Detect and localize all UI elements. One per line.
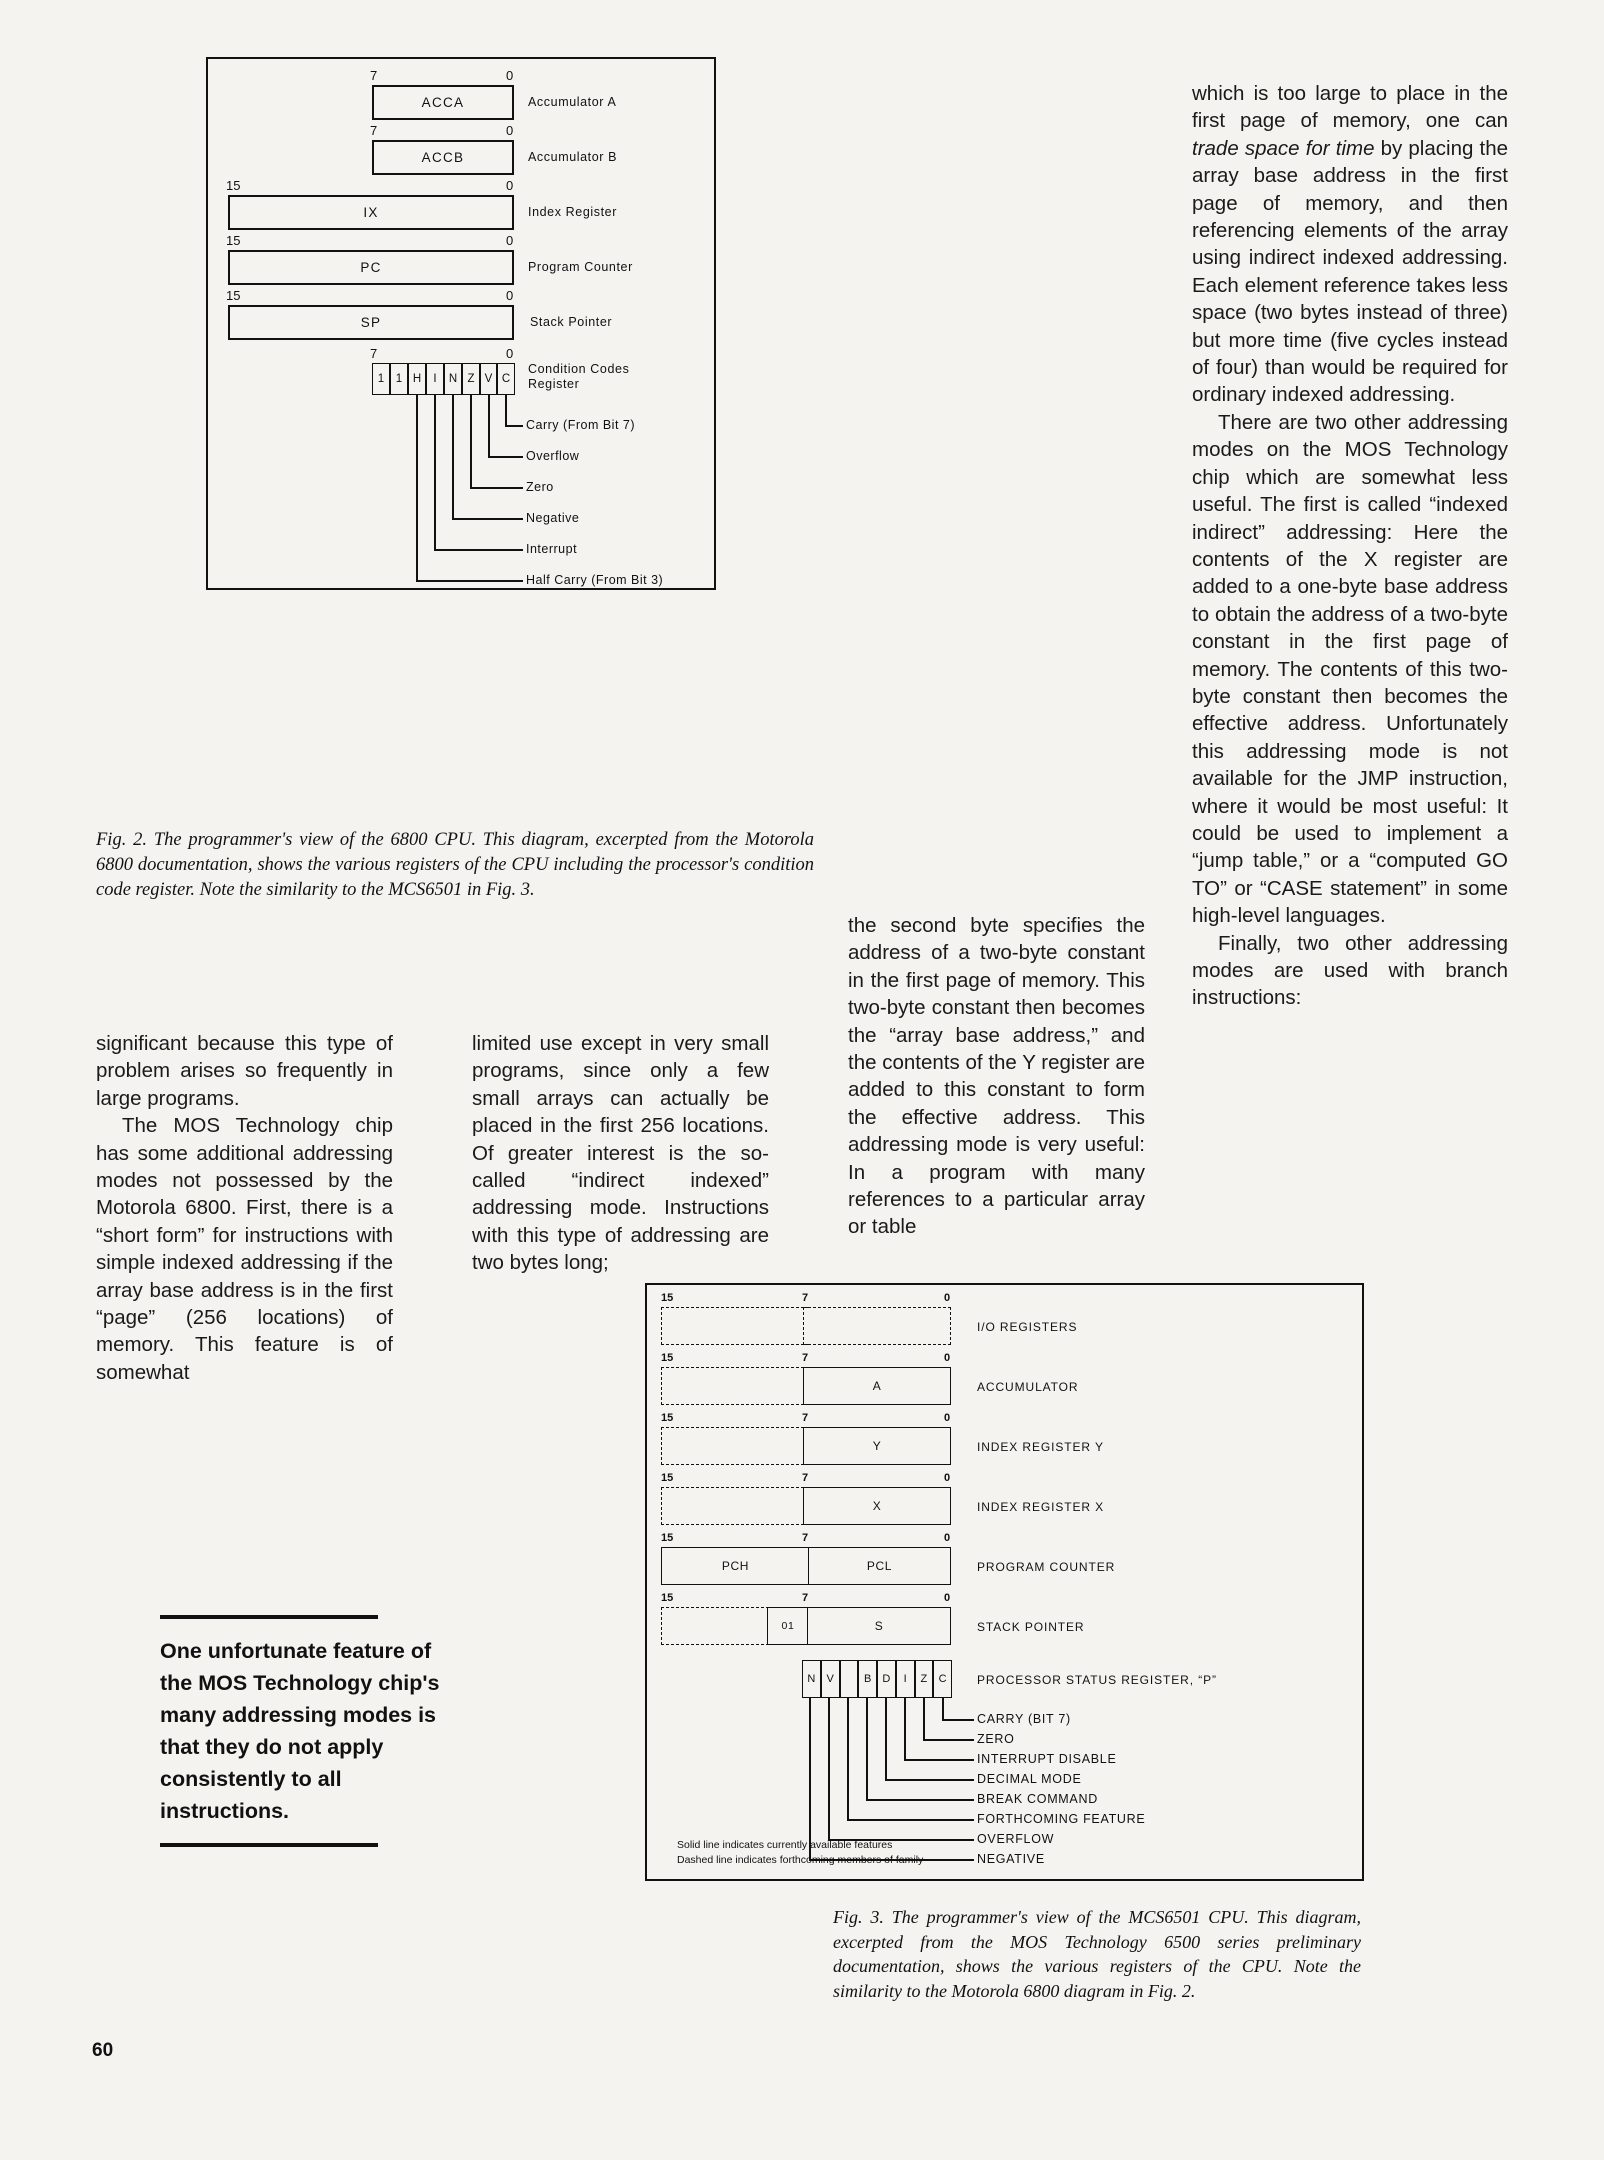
fig2-ix-bit-left: 15 [226, 178, 241, 193]
fig2-label-accumulator-b: Accumulator B [528, 150, 618, 164]
pull-quote-bottom-rule [160, 1843, 378, 1847]
fig3-row5-bit-7: 7 [802, 1532, 809, 1544]
col1-paragraph-1: significant because this type of problem arises so frequently in large programs. [96, 1032, 393, 1110]
fig2-leader-negative-h [452, 518, 523, 520]
fig3-row2-bit-0: 0 [944, 1352, 951, 1364]
fig2-acca-bit-right: 0 [506, 68, 514, 83]
fig3-row3-bit-15: 15 [661, 1412, 674, 1424]
fig3-processor-status-register [802, 1660, 952, 1698]
fig2-register-accb: ACCB [372, 140, 514, 175]
fig3-row2-bit-7: 7 [802, 1352, 809, 1364]
fig3-leader-decimal-h [885, 1779, 974, 1781]
fig2-ccr-bit-left: 7 [370, 346, 378, 361]
fig3-flag-label-interrupt-disable: INTERRUPT DISABLE [977, 1752, 1117, 1766]
fig3-leader-zero-h [923, 1739, 974, 1741]
fig3-row1-bit-0: 0 [944, 1292, 951, 1304]
fig3-leader-carry-h [942, 1719, 974, 1721]
fig3-flag-label-decimal-mode: DECIMAL MODE [977, 1772, 1082, 1786]
fig3-row1-right-dashed-box [803, 1307, 951, 1345]
fig2-ccr-cell-z: Z [462, 363, 480, 395]
fig3-stack-page-01: 01 [767, 1607, 809, 1645]
body-column-2 [472, 1030, 769, 1277]
fig3-label-index-register-x: INDEX REGISTER X [977, 1500, 1105, 1514]
fig2-label-condition-codes [528, 362, 629, 392]
fig2-sp-bit-left: 15 [226, 288, 241, 303]
fig2-ccr-cell-0: 1 [372, 363, 390, 395]
fig2-register-sp: SP [228, 305, 514, 340]
fig2-ccr-cell-v: V [480, 363, 497, 395]
figure-3-caption: Fig. 3. The programmer's view of the MCS6501 CPU. This diagram, excerpted from the MOS Technology 6500 series preliminary documentation, shows the various registers of the CPU. Note the similarity to the Motorola 6800 diagram in Fig. 2. [833, 1907, 1361, 2001]
fig3-leader-zero-v [923, 1698, 925, 1740]
fig3-psr-cell-i: I [896, 1660, 915, 1698]
figure-3-mcs6501-cpu-diagram [645, 1283, 1364, 1881]
fig2-ccr-bit-right: 0 [506, 346, 514, 361]
fig2-register-acca: ACCA [372, 85, 514, 120]
pull-quote [160, 1615, 448, 1847]
fig3-row6-bit-15: 15 [661, 1592, 674, 1604]
fig2-accb-bit-right: 0 [506, 123, 514, 138]
fig3-psr-cell-d: D [877, 1660, 896, 1698]
fig2-leader-carry-v [505, 395, 507, 426]
fig2-label-program-counter: Program Counter [528, 260, 633, 274]
fig2-flag-label-negative: Negative [526, 511, 580, 525]
page-number: 60 [92, 2040, 114, 2061]
fig2-ccr-cell-n: N [444, 363, 462, 395]
fig2-leader-interrupt-h [434, 549, 523, 551]
fig3-row6-left-dashed-box [661, 1607, 769, 1645]
fig2-leader-overflow-v [488, 395, 490, 457]
fig3-flag-label-break-command: BREAK COMMAND [977, 1792, 1098, 1806]
fig3-psr-cell-unused [840, 1660, 859, 1698]
fig3-label-io-registers: I/O REGISTERS [977, 1320, 1078, 1334]
fig2-condition-code-register [372, 363, 515, 395]
fig3-label-program-counter: PROGRAM COUNTER [977, 1560, 1116, 1574]
fig2-accb-bit-left: 7 [370, 123, 378, 138]
fig2-ccr-cell-h: H [408, 363, 426, 395]
col4-p1-part-b: by placing the array base address in the first page of memory, and then referencing elements of the array using indirect indexed addressing. Each element reference takes less space (two bytes instead of three) but more time (five cycles instead of four) than would be required for ordinary indexed addressing. [1192, 136, 1508, 407]
fig3-flag-label-negative: NEGATIVE [977, 1852, 1045, 1866]
fig2-ccr-cell-1: 1 [390, 363, 408, 395]
pull-quote-top-rule [160, 1615, 378, 1619]
fig3-label-accumulator: ACCUMULATOR [977, 1380, 1079, 1394]
body-column-4 [1192, 80, 1508, 1012]
fig3-leader-break-v [866, 1698, 868, 1800]
fig3-row4-bit-0: 0 [944, 1472, 951, 1484]
fig2-label-accumulator-a: Accumulator A [528, 95, 617, 109]
fig3-row4-bit-7: 7 [802, 1472, 809, 1484]
fig3-row3-bit-0: 0 [944, 1412, 951, 1424]
fig3-row1-bit-7: 7 [802, 1292, 809, 1304]
fig2-acca-bit-left: 7 [370, 68, 378, 83]
fig3-psr-cell-v: V [821, 1660, 840, 1698]
fig2-label-index-register: Index Register [528, 205, 617, 219]
fig3-row3-left-dashed-box [661, 1427, 809, 1465]
body-column-1 [96, 1030, 393, 1386]
fig3-leader-interrupt-v [904, 1698, 906, 1760]
fig2-ccr-label-line1: Condition Codes [528, 362, 630, 376]
col3-paragraph-1: the second byte specifies the address of a two-byte constant in the first page of memory. This two-byte constant then becomes the “array base address,” and the contents of the Y register are added to this constant to form the effective address. This addressing mode is very useful: In a program with many references to a particular array or table [848, 914, 1145, 1239]
fig3-leader-forthcoming-h [847, 1819, 974, 1821]
fig3-leader-negative-v [809, 1698, 811, 1860]
fig3-psr-cell-z: Z [915, 1660, 934, 1698]
fig3-row1-bit-15: 15 [661, 1292, 674, 1304]
fig3-register-y: Y [803, 1427, 951, 1465]
fig3-leader-forthcoming-v [847, 1698, 849, 1820]
fig3-row1-left-dashed-box [661, 1307, 809, 1345]
fig3-flag-label-overflow: OVERFLOW [977, 1832, 1055, 1846]
pull-quote-text: One unfortunate feature of the MOS Technology chip's many addressing modes is that they do not apply consistently to all instructions. [160, 1639, 440, 1823]
fig2-leader-overflow-h [488, 456, 523, 458]
fig2-pc-bit-left: 15 [226, 233, 241, 248]
fig2-flag-label-interrupt: Interrupt [526, 542, 578, 556]
fig3-leader-decimal-v [885, 1698, 887, 1780]
fig2-leader-interrupt-v [434, 395, 436, 550]
fig3-flag-label-carry: CARRY (BIT 7) [977, 1712, 1071, 1726]
fig2-leader-negative-v [452, 395, 454, 519]
fig3-row2-bit-15: 15 [661, 1352, 674, 1364]
col2-paragraph-1: limited use except in very small programs, since only a few small arrays can actually be placed in the first 256 locations. Of greater interest is the so-called “indirect indexed” addressing mode. Instructions with this type of addressing are two bytes long; [472, 1032, 769, 1275]
fig2-leader-halfcarry-h [416, 580, 523, 582]
fig3-flag-label-forthcoming-feature: FORTHCOMING FEATURE [977, 1812, 1146, 1826]
fig3-row3-bit-7: 7 [802, 1412, 809, 1424]
figure-2-caption: Fig. 2. The programmer's view of the 6800 CPU. This diagram, excerpted from the Motorola 6800 documentation, shows the various registers of the CPU including the processor's condition code register. Note the similarity to the MCS6501 in Fig. 3. [96, 830, 814, 900]
fig2-flag-label-overflow: Overflow [526, 449, 580, 463]
fig3-register-pcl: PCL [808, 1547, 951, 1585]
fig2-leader-zero-v [470, 395, 472, 488]
fig2-ccr-cell-c: C [497, 363, 515, 395]
fig2-leader-zero-h [470, 487, 523, 489]
fig3-leader-carry-v [942, 1698, 944, 1720]
fig2-ccr-label-line2: Register [528, 377, 580, 391]
fig3-row5-bit-15: 15 [661, 1532, 674, 1544]
col4-paragraph-3: Finally, two other addressing modes are used with branch instructions: [1192, 931, 1508, 1010]
fig3-note-solid-line: Solid line indicates currently available features [677, 1839, 893, 1851]
fig2-leader-halfcarry-v [416, 395, 418, 581]
col4-p1-part-a: which is too large to place in the first page of memory, one can [1192, 82, 1508, 133]
fig3-label-stack-pointer: STACK POINTER [977, 1620, 1085, 1634]
fig2-leader-carry-h [505, 425, 523, 427]
fig3-flag-label-zero: ZERO [977, 1732, 1015, 1746]
fig3-leader-break-h [866, 1799, 974, 1801]
fig2-flag-label-half-carry: Half Carry (From Bit 3) [526, 573, 664, 587]
fig3-label-processor-status-register: PROCESSOR STATUS REGISTER, “P” [977, 1673, 1217, 1687]
fig2-label-stack-pointer: Stack Pointer [530, 315, 613, 329]
fig2-ccr-cell-i: I [426, 363, 444, 395]
fig2-pc-bit-right: 0 [506, 233, 514, 248]
fig3-row4-left-dashed-box [661, 1487, 809, 1525]
fig3-psr-cell-b: B [858, 1660, 877, 1698]
fig3-label-index-register-y: INDEX REGISTER Y [977, 1440, 1104, 1454]
fig3-register-x: X [803, 1487, 951, 1525]
fig3-row2-left-dashed-box [661, 1367, 809, 1405]
fig2-flag-label-carry: Carry (From Bit 7) [526, 418, 635, 432]
fig3-register-s: S [807, 1607, 951, 1645]
fig3-note-dashed-line: Dashed line indicates forthcoming members of family [677, 1854, 924, 1866]
fig3-row6-bit-0: 0 [944, 1592, 951, 1604]
body-column-3 [848, 912, 1145, 1241]
fig2-flag-label-zero: Zero [526, 480, 554, 494]
fig2-sp-bit-right: 0 [506, 288, 514, 303]
col4-paragraph-1 [1192, 80, 1508, 409]
fig3-psr-cell-c: C [933, 1660, 952, 1698]
fig3-row5-bit-0: 0 [944, 1532, 951, 1544]
fig3-leader-interrupt-h [904, 1759, 974, 1761]
fig2-register-pc: PC [228, 250, 514, 285]
fig2-ix-bit-right: 0 [506, 178, 514, 193]
figure-2-6800-cpu-diagram [206, 57, 716, 590]
col1-paragraph-2: The MOS Technology chip has some additional addressing modes not possessed by the Motorola 6800. First, there is a “short form” for instructions with simple indexed addressing if the array base address is in the first “page” (256 locations) of memory. This feature is of somewhat [96, 1114, 393, 1384]
fig3-leader-overflow-v [828, 1698, 830, 1840]
fig3-register-a: A [803, 1367, 951, 1405]
fig2-register-ix: IX [228, 195, 514, 230]
fig3-psr-cell-n: N [802, 1660, 821, 1698]
fig3-row4-bit-15: 15 [661, 1472, 674, 1484]
fig3-row6-bit-7: 7 [802, 1592, 809, 1604]
col4-p1-emphasis: trade space for time [1192, 136, 1375, 160]
fig3-register-pch: PCH [661, 1547, 810, 1585]
col4-paragraph-2: There are two other addressing modes on the MOS Technology chip which are somewhat less useful. The first is called “indexed indirect” addressing: Here the contents of the X register are added to a one-byte base address to obtain the address of a two-byte constant in the first page of memory. The contents of this two-byte constant then becomes the effective address. Unfortunately this addressing mode is not available for the JMP instruction, where it would be most useful: It could be used to implement a “jump table,” or a “computed GO TO” or “CASE statement” in some high-level languages. [1192, 410, 1508, 928]
